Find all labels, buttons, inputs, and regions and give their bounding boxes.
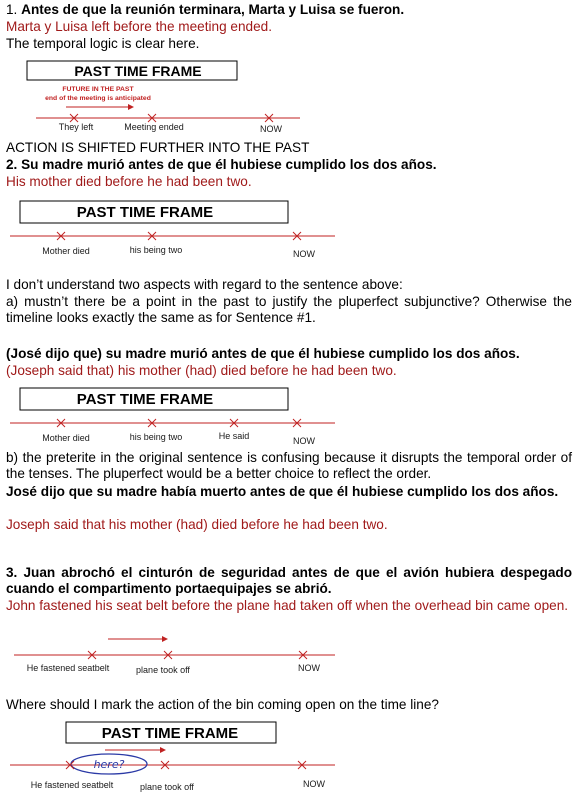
question-intro: I don’t understand two aspects with regard to the sentence above:: [6, 277, 403, 292]
sentence-4-translation: John fastened his seat belt before the plane had taken off when the overhead bin came open.: [6, 598, 569, 613]
timeline-label-fastened-seatbelt: He fastened seatbelt: [26, 663, 110, 673]
question-bin: Where should I mark the action of the bin coming open on the time line?: [6, 697, 439, 712]
timeline-label-he-said: He said: [218, 431, 250, 441]
sentence-2-spanish: 2. Su madre murió antes de que él hubiese cumplido los dos años.: [6, 157, 437, 172]
timeline-label-now: NOW: [298, 663, 320, 673]
timeline-label-now: NOW: [293, 436, 315, 446]
future-in-past-note: end of the meeting is anticipated: [45, 95, 151, 102]
timeline-label-plane-took-off: plane took off: [140, 782, 194, 792]
sentence-b-spanish: José dijo que su madre había muerto antes de que él hubiese cumplido los dos años.: [6, 484, 559, 499]
future-in-past-label: FUTURE IN THE PAST: [62, 86, 134, 93]
past-time-frame-label: PAST TIME FRAME: [74, 63, 202, 79]
past-time-frame-label: PAST TIME FRAME: [76, 204, 214, 221]
timeline-diagram-1: [0, 58, 300, 138]
timeline-label-fastened-seatbelt: He fastened seatbelt: [30, 780, 114, 790]
timeline-label-mother-died: Mother died: [42, 246, 90, 256]
timeline-diagram-4: [0, 630, 340, 680]
sentence-1-note: The temporal logic is clear here.: [6, 36, 200, 51]
handwritten-here-note: here?: [93, 758, 125, 771]
timeline-diagram-3: [0, 385, 340, 449]
sentence-3-translation: (Joseph said that) his mother (had) died before he had been two.: [6, 363, 397, 378]
sentence-1-number: 1.: [6, 2, 22, 17]
timeline-label-his-being-two: his being two: [129, 432, 183, 442]
question-a: a) mustn’t there be a point in the past to justify the pluperfect subjunctive? Otherwise the timeline looks exactly the same as for Sentence #1.: [6, 294, 572, 325]
sentence-4-spanish: 3. Juan abrochó el cinturón de seguridad antes de que el avión hubiera despegado cuando el compartimento portaequipajes se abrió.: [6, 565, 572, 596]
sentence-3-spanish: (José dijo que) su madre murió antes de que él hubiese cumplido los dos años.: [6, 346, 520, 361]
shift-note: ACTION IS SHIFTED FURTHER INTO THE PAST: [6, 140, 310, 155]
timeline-label-plane-took-off: plane took off: [136, 665, 190, 675]
sentence-1-heading: [6, 2, 404, 18]
arrow-head: [162, 636, 168, 642]
timeline-label-meeting-ended: Meeting ended: [124, 122, 184, 132]
timeline-label-now: NOW: [303, 779, 325, 789]
question-b: b) the preterite in the original sentence is confusing because it disrupts the temporal order of the tenses. The pluperfect would be a better choice to reflect the order.: [6, 450, 572, 481]
sentence-1-spanish: Antes de que la reunión terminara, Marta y Luisa se fueron.: [21, 2, 405, 17]
timeline-label-now: NOW: [260, 124, 282, 134]
sentence-1-translation: Marta y Luisa left before the meeting ended.: [6, 19, 272, 34]
timeline-label-his-being-two: his being two: [129, 245, 183, 255]
timeline-diagram-2: [0, 198, 340, 262]
timeline-diagram-5: [0, 718, 340, 798]
sentence-b-translation: Joseph said that his mother (had) died before he had been two.: [6, 517, 388, 532]
timeline-label-mother-died: Mother died: [42, 433, 90, 443]
arrow-head: [128, 104, 134, 110]
sentence-2-translation: His mother died before he had been two.: [6, 174, 252, 189]
timeline-label-they-left: They left: [58, 122, 94, 132]
past-time-frame-label: PAST TIME FRAME: [101, 725, 239, 742]
arrow-head: [160, 747, 166, 753]
past-time-frame-label: PAST TIME FRAME: [76, 391, 214, 408]
timeline-label-now: NOW: [293, 249, 315, 259]
